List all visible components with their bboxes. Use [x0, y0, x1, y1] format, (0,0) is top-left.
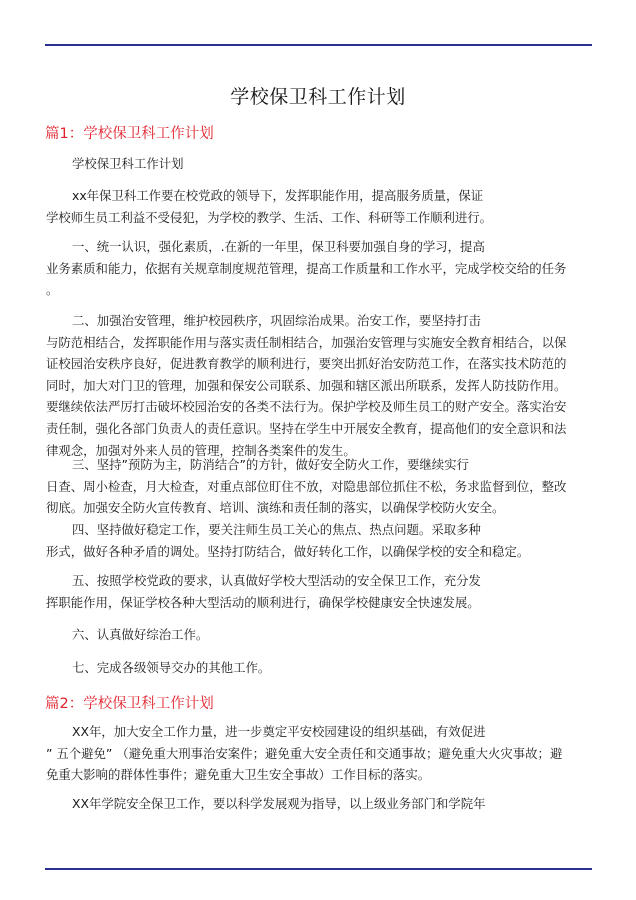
paragraph [46, 519, 594, 562]
paragraph-line: 免重大影响的群体性事件；避免重大卫生安全事故）工作目标的落实。 [46, 767, 431, 783]
paragraph-line: 学校保卫科工作计划 [72, 156, 184, 171]
paragraph-line: 一、统一认识，强化素质，.在新的一年里，保卫科要加强自身的学习，提高 [72, 239, 485, 254]
paragraph-line: 四、坚持做好稳定工作，要关注师生员工关心的焦点、热点问题。采取多种 [72, 522, 481, 537]
paragraph-line: 五、按照学校党政的要求，认真做好学校大型活动的安全保卫工作，充分发 [72, 573, 481, 588]
paragraph-line: 形式，做好各种矛盾的调处。坚持打防结合，做好转化工作，以确保学校的安全和稳定。 [46, 543, 530, 559]
paragraph-line: 三、坚持”预防为主，防消结合”的方针，做好安全防火工作，要继续实行 [72, 457, 469, 472]
paragraph [46, 153, 594, 175]
paragraph [46, 310, 594, 461]
paragraph-line: 律观念，加强对外来人员的管理，控制各类案件的发生。 [46, 442, 356, 458]
document-title: 学校保卫科工作计划 [230, 86, 406, 108]
paragraph [46, 236, 594, 301]
section-heading-2: 篇2：学校保卫科工作计划 [45, 696, 214, 712]
paragraph-line: ” 五个避免” （避免重大刑事治安案件；避免重大安全责任和交通事故；避免重大火灾事故；避 [46, 745, 563, 761]
paragraph [46, 721, 594, 786]
paragraph-line: 学校师生员工利益不受侵犯，为学校的教学、生活、工作、科研等工作顺利进行。 [46, 209, 493, 225]
paragraph-line: xx年保卫科工作要在校党政的领导下，发挥职能作用，提高服务质量，保证 [72, 188, 484, 203]
paragraph-line: 彻底。加强安全防火宣传教育、培训、演练和责任制的落实，以确保学校防火安全。 [46, 500, 505, 516]
paragraph [46, 185, 594, 228]
paragraph-line: XX年，加大安全工作力量，进一步奠定平安校园建设的组织基础，有效促进 [72, 724, 486, 739]
paragraph-line: 挥职能作用，保证学校各种大型活动的顺利进行，确保学校健康安全快速发展。 [46, 594, 480, 610]
paragraph-line: 。 [46, 282, 59, 298]
paragraph [46, 624, 594, 646]
paragraph-line: 业务素质和能力，依据有关规章制度规范管理，提高工作质量和工作水平，完成学校交给的任务 [46, 260, 567, 276]
paragraph-line: 要继续依法严厉打击破坏校园治安的各类不法行为。保护学校及师生员工的财产安全。落实治安 [46, 399, 567, 415]
paragraph [46, 454, 594, 519]
footer-rule [45, 868, 592, 870]
paragraph-line: 七、完成各级领导交办的其他工作。 [72, 660, 271, 675]
paragraph-line: 二、加强治安管理，维护校园秩序，巩固综治成果。治安工作，要坚持打击 [72, 313, 481, 328]
paragraph-line: 同时，加大对门卫的管理，加强和保安公司联系、加强和辖区派出所联系，发挥人防技防作用。 [46, 377, 567, 393]
paragraph-line: 日查、周小检查，月大检查，对重点部位盯住不放，对隐患部位抓住不松，务求监督到位，整改 [46, 478, 567, 494]
paragraph-line: 责任制，强化各部门负责人的责任意识。坚持在学生中开展安全教育，提高他们的安全意识和法 [46, 420, 567, 436]
section-heading-1: 篇1：学校保卫科工作计划 [45, 126, 214, 142]
paragraph-line: 与防范相结合，发挥职能作用与落实责任制相结合，加强治安管理与实施安全教育相结合，以保 [46, 334, 567, 350]
paragraph-line: XX年学院安全保卫工作，要以科学发展观为指导，以上级业务部门和学院年 [72, 796, 486, 811]
paragraph-line: 证校园治安秩序良好，促进教育教学的顺利进行，要突出抓好治安防范工作，在落实技术防范的 [46, 356, 567, 372]
paragraph [46, 793, 594, 815]
paragraph-line: 六、认真做好综治工作。 [72, 627, 209, 642]
paragraph [46, 570, 594, 613]
paragraph [46, 657, 594, 679]
header-rule [45, 44, 592, 46]
